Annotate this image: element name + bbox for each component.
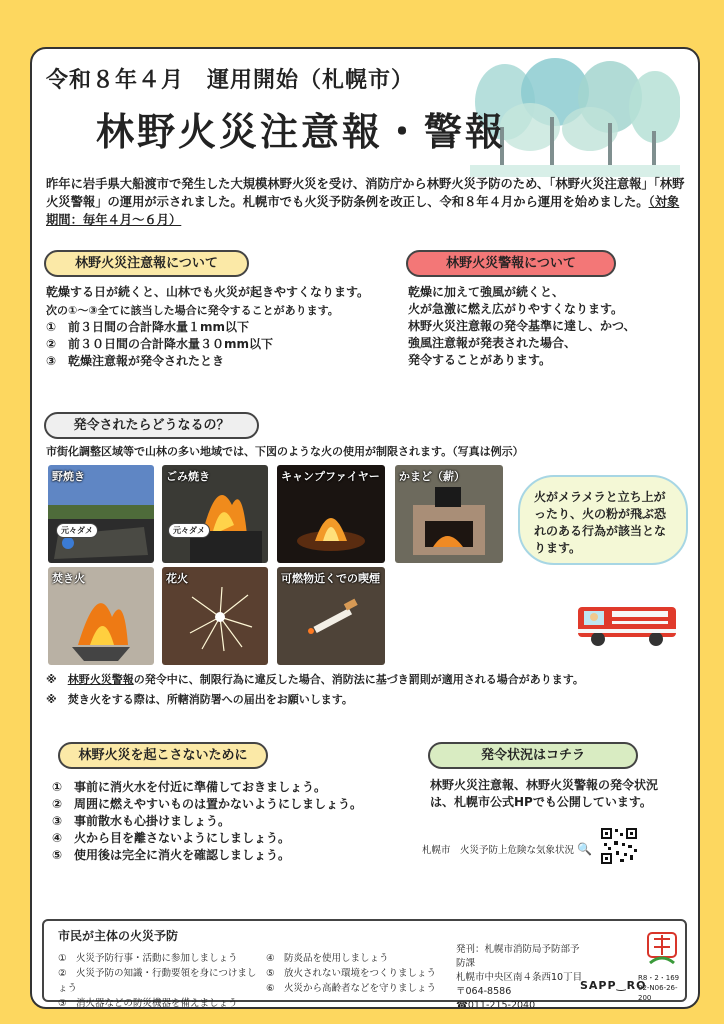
photo-label: 野焼き: [52, 470, 85, 483]
flyer-card: [30, 47, 700, 1009]
footer-list-left: [58, 951, 263, 1009]
advisory-note: 次の①～③全てに該当した場合に発令することがあります。: [46, 304, 339, 317]
effects-lead: 市街化調整区域等で山林の多い地域では、下図のような火の使用が制限されます。（写真は例示）: [46, 445, 524, 458]
photo-field-burning: [48, 465, 154, 563]
intro-body: 昨年に岩手県大船渡市で発生した大規模林野火災を受け、消防庁から林野火災予防のため、「林野火災注意報」「林野火災警報」の運用が示されました。札幌市でも火災予防条例を改正し、令和８年４月から運用を始めました。: [46, 177, 685, 209]
photo-label: キャンプファイヤー: [281, 470, 380, 483]
footer-box: [42, 919, 687, 1009]
list-item: ④ 防炎品を使用しましょう: [266, 953, 389, 964]
advisory-criteria-list: [46, 319, 406, 370]
prevention-list: [52, 779, 392, 864]
page-title: 林野火災注意報・警報: [96, 110, 507, 154]
list-item: ⑥ 火災から高齢者などを守りましょう: [266, 983, 437, 994]
warning-heading: 林野火災警報について: [406, 250, 616, 277]
search-hint-text: 札幌市 火災予防上危険な気象状況: [422, 845, 575, 856]
bonfire-note: ※ 焚き火をする際は、所轄消防署への届出をお願いします。: [46, 693, 353, 706]
list-item: ② 周囲に燃えやすいものは置かないようにしましょう。: [52, 797, 363, 811]
status-heading: 発令状況はコチラ: [428, 742, 638, 769]
search-icon: 🔍: [577, 842, 592, 856]
city-emblem-icon: [642, 929, 682, 969]
list-item: ② 火災予防の知識・行動要領を身につけましょう: [58, 968, 257, 994]
intro-period: （対象期間：毎年４月～６月）: [46, 195, 680, 227]
list-item: ③ 乾燥注意報が発令されたとき: [46, 354, 225, 368]
photo-label: ごみ焼き: [166, 470, 210, 483]
contact-info: 発刊：札幌市消防局予防部予防課 札幌市中央区南４条西10丁目 〒064-8586 ☎011-215-2040: [456, 944, 583, 1009]
photo-label: 花火: [166, 572, 188, 585]
header-subtitle: 令和８年４月 運用開始（札幌市）: [46, 68, 415, 93]
footer-title: 市民が主体の火災予防: [58, 929, 179, 943]
photo-label: 可燃物近くでの喫煙: [281, 572, 380, 585]
prohibited-badge: 元々ダメ: [168, 523, 210, 538]
qr-code-icon[interactable]: [600, 827, 638, 865]
photo-label: 焚き火: [52, 572, 85, 585]
search-hint[interactable]: [422, 839, 592, 859]
photo-fireworks: [162, 567, 268, 665]
list-item: ① 前３日間の合計降水量１mm以下: [46, 320, 250, 334]
list-item: ① 火災予防行事・活動に参加しましょう: [58, 953, 238, 964]
prevention-heading: 林野火災を起こさないために: [58, 742, 268, 769]
effects-heading: 発令されたらどうなるの？: [44, 412, 259, 439]
fire-truck-icon: [576, 597, 680, 649]
list-item: ① 事前に消火水を付近に準備しておきましょう。: [52, 780, 327, 794]
print-code: R8・2・169 02-N06-26-200: [638, 974, 680, 1002]
photo-campfire: [277, 465, 385, 563]
photo-trash-burning: [162, 465, 268, 563]
photo-kamado: [395, 465, 503, 563]
photo-label: かまど（薪）: [399, 470, 465, 483]
status-text: 林野火災注意報、林野火災警報の発令状況は、札幌市公式HPでも公開しています。: [430, 778, 659, 809]
footer-list-right: [266, 951, 456, 996]
speech-bubble: 火がメラメラと立ち上がったり、火の粉が飛ぶ恐れのある行為が該当となります。: [518, 475, 688, 565]
list-item: ⑤ 放火されない環境をつくりましょう: [266, 968, 437, 979]
list-item: ④ 火から目を離さないようにしましょう。: [52, 831, 291, 845]
photo-smoking: [277, 567, 385, 665]
list-item: ② 前３０日間の合計降水量３０mm以下: [46, 337, 274, 351]
intro-text: [46, 175, 686, 229]
advisory-lead: 乾燥する日が続くと、山林でも火災が起きやすくなります。: [46, 285, 370, 299]
prohibited-badge: 元々ダメ: [56, 523, 98, 538]
list-item: ③ 事前散水も心掛けましょう。: [52, 814, 231, 828]
sapporo-logo: SAPP‿RO: [580, 979, 647, 992]
penalty-note: ※ 林野火災警報の発令中に、制限行為に違反した場合、消防法に基づき罰則が適用される場合があります。: [46, 673, 584, 686]
photo-bonfire: [48, 567, 154, 665]
list-item: ③ 消火器などの防災機器を備えましょう: [58, 998, 238, 1009]
advisory-heading: 林野火災注意報について: [44, 250, 249, 277]
warning-text: 乾燥に加えて強風が続くと、 火が急激に燃え広がりやすくなります。 林野火災注意報の発令基準に達し、かつ、 強風注意報が発表された場合、 発令することがあります。: [408, 285, 636, 367]
list-item: ⑤ 使用後は完全に消火を確認しましょう。: [52, 848, 291, 862]
